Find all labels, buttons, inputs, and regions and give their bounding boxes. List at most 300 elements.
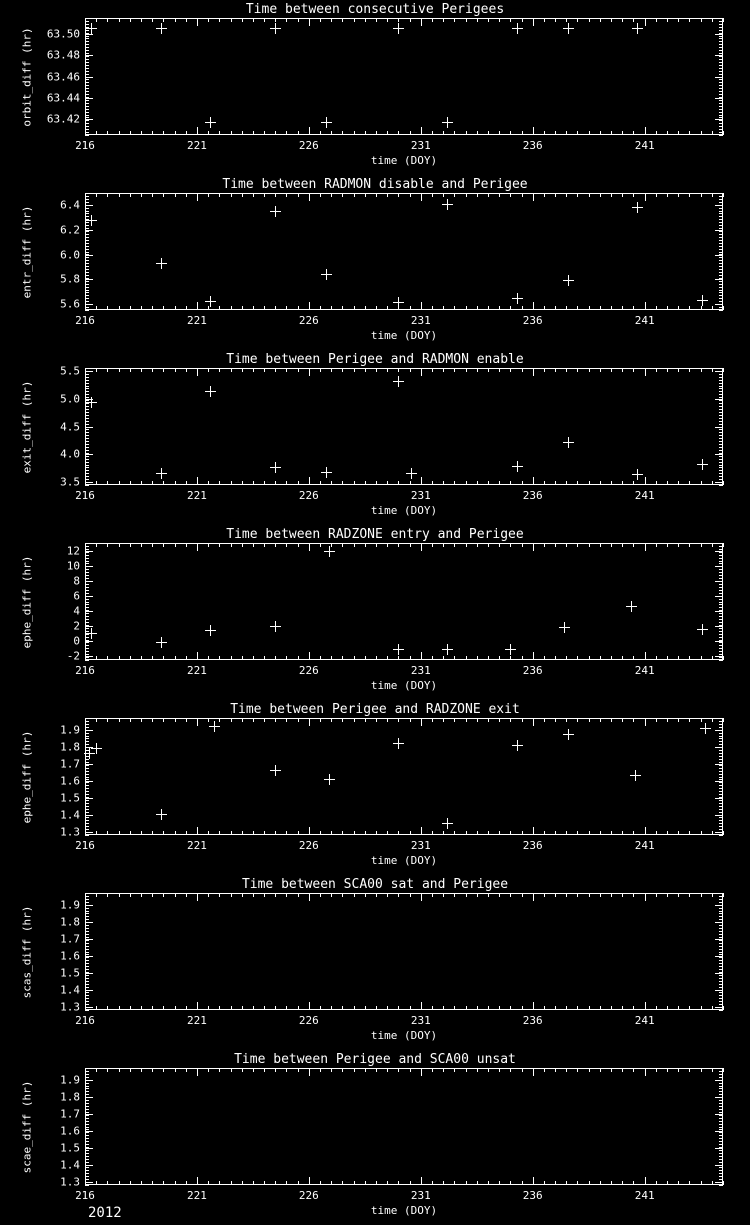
x-minor-tick	[376, 893, 377, 897]
y-minor-tick	[719, 100, 723, 101]
x-tick-label: 221	[186, 314, 207, 327]
x-minor-tick	[119, 1181, 120, 1185]
x-minor-tick	[242, 481, 243, 485]
y-minor-tick	[719, 85, 723, 86]
x-minor-tick	[589, 718, 590, 722]
y-minor-tick	[85, 429, 89, 430]
x-minor-tick	[633, 193, 634, 197]
x-minor-tick	[656, 1068, 657, 1072]
y-minor-tick	[85, 963, 89, 964]
y-minor-tick	[719, 435, 723, 436]
y-minor-tick	[719, 1159, 723, 1160]
y-major-tick	[715, 815, 723, 816]
x-minor-tick	[678, 481, 679, 485]
y-minor-tick	[719, 412, 723, 413]
x-minor-tick	[208, 18, 209, 22]
x-minor-tick	[141, 1181, 142, 1185]
y-major-tick	[85, 304, 93, 305]
x-minor-tick	[410, 1068, 411, 1072]
x-minor-tick	[622, 481, 623, 485]
x-tick-label: 221	[186, 489, 207, 502]
y-minor-tick	[85, 310, 89, 311]
y-minor-tick	[85, 774, 89, 775]
y-major-tick	[85, 1182, 93, 1183]
y-minor-tick	[719, 123, 723, 124]
x-major-tick	[309, 127, 310, 135]
y-minor-tick	[85, 604, 89, 605]
x-major-tick	[309, 368, 310, 376]
x-minor-tick	[667, 893, 668, 897]
x-minor-tick	[365, 131, 366, 135]
x-minor-tick	[499, 18, 500, 22]
x-minor-tick	[365, 1068, 366, 1072]
x-minor-tick	[387, 1006, 388, 1010]
x-minor-tick	[119, 1068, 120, 1072]
x-major-tick	[85, 1177, 86, 1185]
y-minor-tick	[719, 71, 723, 72]
y-minor-tick	[719, 394, 723, 395]
x-tick-label: 226	[298, 1014, 319, 1027]
x-minor-tick	[622, 18, 623, 22]
y-minor-tick	[719, 129, 723, 130]
x-minor-tick	[499, 193, 500, 197]
x-tick-label: 231	[410, 839, 431, 852]
x-minor-tick	[286, 1006, 287, 1010]
y-tick-label: 2	[73, 619, 80, 632]
x-minor-tick	[410, 1181, 411, 1185]
x-minor-tick	[656, 306, 657, 310]
y-major-tick	[715, 427, 723, 428]
x-major-tick	[309, 827, 310, 835]
y-tick-label: 0	[73, 634, 80, 647]
y-minor-tick	[85, 228, 89, 229]
y-minor-tick	[85, 960, 89, 961]
x-minor-tick	[410, 831, 411, 835]
y-minor-tick	[719, 552, 723, 553]
x-tick-label: 241	[634, 1189, 655, 1202]
x-minor-tick	[208, 831, 209, 835]
x-minor-tick	[152, 831, 153, 835]
x-minor-tick	[454, 1068, 455, 1072]
x-minor-tick	[589, 18, 590, 22]
x-minor-tick	[454, 831, 455, 835]
y-minor-tick	[719, 642, 723, 643]
x-minor-tick	[633, 893, 634, 897]
y-minor-tick	[85, 599, 89, 600]
y-minor-tick	[719, 978, 723, 979]
x-minor-tick	[555, 718, 556, 722]
x-tick-label: 221	[186, 139, 207, 152]
y-major-tick	[85, 611, 93, 612]
x-minor-tick	[466, 1006, 467, 1010]
x-minor-tick	[331, 193, 332, 197]
x-minor-tick	[152, 718, 153, 722]
y-minor-tick	[85, 619, 89, 620]
y-minor-tick	[719, 604, 723, 605]
x-minor-tick	[141, 481, 142, 485]
x-minor-tick	[723, 718, 724, 722]
x-minor-tick	[387, 131, 388, 135]
x-minor-tick	[689, 368, 690, 372]
y-minor-tick	[719, 771, 723, 772]
y-minor-tick	[85, 969, 89, 970]
x-minor-tick	[656, 1181, 657, 1185]
x-minor-tick	[712, 18, 713, 22]
y-tick-label: 3.5	[60, 475, 80, 489]
y-minor-tick	[719, 1077, 723, 1078]
y-major-tick	[85, 1131, 93, 1132]
chart-panel	[0, 525, 750, 700]
y-minor-tick	[719, 240, 723, 241]
y-minor-tick	[719, 1115, 723, 1116]
x-minor-tick	[522, 18, 523, 22]
x-minor-tick	[454, 131, 455, 135]
x-minor-tick	[678, 18, 679, 22]
y-minor-tick	[719, 290, 723, 291]
x-major-tick	[197, 127, 198, 135]
x-minor-tick	[443, 831, 444, 835]
y-minor-tick	[719, 246, 723, 247]
y-minor-tick	[719, 447, 723, 448]
x-major-tick	[309, 893, 310, 901]
chart-title: Time between RADZONE entry and Perigee	[226, 527, 524, 542]
y-minor-tick	[85, 952, 89, 953]
y-major-tick	[85, 1097, 93, 1098]
x-minor-tick	[298, 543, 299, 547]
chart-title: Time between SCA00 sat and Perigee	[241, 877, 509, 892]
y-minor-tick	[719, 1121, 723, 1122]
x-minor-tick	[477, 718, 478, 722]
x-minor-tick	[656, 1006, 657, 1010]
x-major-tick	[197, 193, 198, 201]
x-minor-tick	[611, 1068, 612, 1072]
x-minor-tick	[331, 656, 332, 660]
y-minor-tick	[85, 566, 89, 567]
y-major-tick	[715, 973, 723, 974]
y-minor-tick	[85, 485, 89, 486]
y-minor-tick	[719, 566, 723, 567]
x-minor-tick	[130, 656, 131, 660]
x-minor-tick	[186, 893, 187, 897]
y-minor-tick	[85, 216, 89, 217]
y-major-tick	[715, 1114, 723, 1115]
y-tick-label: 1.8	[60, 915, 80, 929]
x-minor-tick	[410, 131, 411, 135]
y-minor-tick	[719, 902, 723, 903]
x-minor-tick	[477, 656, 478, 660]
x-minor-tick	[96, 131, 97, 135]
y-minor-tick	[719, 106, 723, 107]
x-minor-tick	[410, 1006, 411, 1010]
x-minor-tick	[175, 481, 176, 485]
x-minor-tick	[600, 18, 601, 22]
x-minor-tick	[275, 18, 276, 22]
y-major-tick	[85, 581, 93, 582]
x-minor-tick	[443, 1181, 444, 1185]
x-minor-tick	[141, 368, 142, 372]
x-minor-tick	[410, 368, 411, 372]
y-major-tick	[85, 55, 93, 56]
x-minor-tick	[186, 718, 187, 722]
x-major-tick	[421, 1002, 422, 1010]
y-minor-tick	[719, 41, 723, 42]
x-minor-tick	[499, 1181, 500, 1185]
x-minor-tick	[231, 1068, 232, 1072]
x-minor-tick	[264, 656, 265, 660]
x-minor-tick	[499, 893, 500, 897]
x-minor-tick	[253, 656, 254, 660]
x-minor-tick	[410, 18, 411, 22]
x-minor-tick	[712, 1006, 713, 1010]
x-minor-tick	[219, 656, 220, 660]
y-minor-tick	[719, 911, 723, 912]
x-minor-tick	[119, 131, 120, 135]
x-minor-tick	[298, 1181, 299, 1185]
y-minor-tick	[85, 1077, 89, 1078]
x-tick-label: 221	[186, 1189, 207, 1202]
x-minor-tick	[477, 543, 478, 547]
y-major-tick	[85, 730, 93, 731]
x-tick-label: 216	[75, 314, 95, 327]
y-minor-tick	[719, 59, 723, 60]
y-minor-tick	[85, 613, 89, 614]
y-minor-tick	[719, 295, 723, 296]
x-minor-tick	[242, 1181, 243, 1185]
x-minor-tick	[253, 1006, 254, 1010]
x-minor-tick	[387, 481, 388, 485]
x-minor-tick	[320, 893, 321, 897]
y-major-tick	[715, 566, 723, 567]
x-minor-tick	[633, 1068, 634, 1072]
y-minor-tick	[85, 806, 89, 807]
x-minor-tick	[298, 18, 299, 22]
y-tick-label: 1.6	[60, 949, 80, 963]
y-minor-tick	[719, 272, 723, 273]
x-minor-tick	[242, 368, 243, 372]
y-minor-tick	[719, 1153, 723, 1154]
y-minor-tick	[85, 74, 89, 75]
y-minor-tick	[85, 456, 89, 457]
x-major-tick	[309, 302, 310, 310]
y-minor-tick	[85, 1173, 89, 1174]
y-minor-tick	[85, 50, 89, 51]
x-minor-tick	[342, 306, 343, 310]
x-minor-tick	[331, 368, 332, 372]
x-minor-tick	[566, 718, 567, 722]
y-axis-label: scas_diff (hr)	[20, 905, 34, 998]
x-minor-tick	[152, 893, 153, 897]
x-minor-tick	[723, 1006, 724, 1010]
y-minor-tick	[719, 403, 723, 404]
x-minor-tick	[96, 481, 97, 485]
y-minor-tick	[85, 616, 89, 617]
x-minor-tick	[544, 656, 545, 660]
y-axis-label: ephe_diff (hr)	[20, 555, 34, 648]
y-minor-tick	[85, 272, 89, 273]
y-minor-tick	[85, 85, 89, 86]
x-minor-tick	[443, 656, 444, 660]
x-major-tick	[309, 718, 310, 726]
x-major-tick	[533, 368, 534, 376]
x-minor-tick	[96, 368, 97, 372]
y-tick-label: 5.6	[60, 297, 80, 311]
x-minor-tick	[398, 1068, 399, 1072]
x-minor-tick	[286, 368, 287, 372]
x-minor-tick	[96, 1006, 97, 1010]
x-minor-tick	[298, 481, 299, 485]
y-minor-tick	[85, 208, 89, 209]
x-minor-tick	[622, 831, 623, 835]
x-major-tick	[85, 827, 86, 835]
x-minor-tick	[667, 656, 668, 660]
x-minor-tick	[376, 1006, 377, 1010]
y-minor-tick	[85, 1109, 89, 1110]
x-minor-tick	[622, 193, 623, 197]
x-minor-tick	[432, 193, 433, 197]
y-minor-tick	[719, 263, 723, 264]
y-major-tick	[715, 1165, 723, 1166]
y-minor-tick	[719, 741, 723, 742]
x-minor-tick	[376, 193, 377, 197]
x-minor-tick	[667, 1006, 668, 1010]
x-minor-tick	[499, 368, 500, 372]
y-minor-tick	[85, 65, 89, 66]
y-minor-tick	[85, 406, 89, 407]
y-minor-tick	[85, 1100, 89, 1101]
x-minor-tick	[466, 1068, 467, 1072]
y-minor-tick	[85, 563, 89, 564]
x-minor-tick	[354, 306, 355, 310]
x-minor-tick	[678, 306, 679, 310]
x-minor-tick	[231, 1181, 232, 1185]
x-minor-tick	[667, 1181, 668, 1185]
plot-area	[20, 893, 723, 1042]
x-minor-tick	[242, 1068, 243, 1072]
x-minor-tick	[365, 831, 366, 835]
x-minor-tick	[499, 1068, 500, 1072]
y-minor-tick	[719, 823, 723, 824]
x-minor-tick	[320, 831, 321, 835]
y-minor-tick	[719, 981, 723, 982]
x-minor-tick	[522, 656, 523, 660]
y-minor-tick	[719, 975, 723, 976]
y-major-tick	[85, 747, 93, 748]
x-minor-tick	[298, 1068, 299, 1072]
x-minor-tick	[667, 131, 668, 135]
x-minor-tick	[712, 131, 713, 135]
x-minor-tick	[454, 18, 455, 22]
x-minor-tick	[555, 131, 556, 135]
y-tick-label: 1.3	[60, 1000, 80, 1014]
y-tick-label: 1.4	[60, 808, 80, 822]
y-minor-tick	[85, 53, 89, 54]
x-minor-tick	[633, 306, 634, 310]
x-minor-tick	[152, 131, 153, 135]
x-minor-tick	[231, 481, 232, 485]
y-minor-tick	[719, 465, 723, 466]
y-minor-tick	[85, 82, 89, 83]
y-minor-tick	[85, 243, 89, 244]
y-minor-tick	[85, 593, 89, 594]
x-minor-tick	[264, 1068, 265, 1072]
x-minor-tick	[712, 543, 713, 547]
x-minor-tick	[231, 831, 232, 835]
x-major-tick	[533, 718, 534, 726]
x-minor-tick	[376, 481, 377, 485]
x-minor-tick	[331, 543, 332, 547]
x-minor-tick	[701, 131, 702, 135]
x-minor-tick	[589, 831, 590, 835]
y-minor-tick	[85, 782, 89, 783]
x-minor-tick	[275, 1068, 276, 1072]
y-minor-tick	[719, 36, 723, 37]
x-minor-tick	[656, 543, 657, 547]
x-minor-tick	[443, 368, 444, 372]
x-minor-tick	[253, 481, 254, 485]
y-minor-tick	[719, 952, 723, 953]
y-major-tick	[715, 626, 723, 627]
y-minor-tick	[85, 465, 89, 466]
x-minor-tick	[488, 368, 489, 372]
y-minor-tick	[719, 736, 723, 737]
x-minor-tick	[253, 543, 254, 547]
y-major-tick	[85, 922, 93, 923]
x-minor-tick	[544, 543, 545, 547]
x-minor-tick	[186, 831, 187, 835]
y-major-tick	[85, 641, 93, 642]
x-minor-tick	[454, 481, 455, 485]
y-minor-tick	[719, 919, 723, 920]
x-minor-tick	[107, 18, 108, 22]
x-minor-tick	[577, 481, 578, 485]
x-minor-tick	[186, 306, 187, 310]
y-major-tick	[85, 1114, 93, 1115]
x-minor-tick	[555, 1068, 556, 1072]
y-minor-tick	[85, 106, 89, 107]
x-minor-tick	[186, 656, 187, 660]
y-tick-label: 4	[73, 604, 80, 617]
x-tick-label: 236	[522, 839, 543, 852]
y-minor-tick	[85, 966, 89, 967]
x-minor-tick	[488, 18, 489, 22]
x-minor-tick	[264, 1181, 265, 1185]
y-minor-tick	[719, 1185, 723, 1186]
x-minor-tick	[354, 18, 355, 22]
x-minor-tick	[186, 193, 187, 197]
y-minor-tick	[85, 79, 89, 80]
x-major-tick	[197, 477, 198, 485]
y-tick-label: 1.7	[60, 757, 80, 771]
y-minor-tick	[85, 292, 89, 293]
y-minor-tick	[85, 631, 89, 632]
x-minor-tick	[633, 18, 634, 22]
x-axis-label: time (DOY)	[370, 854, 438, 867]
x-minor-tick	[510, 1006, 511, 1010]
y-minor-tick	[719, 386, 723, 387]
y-minor-tick	[719, 301, 723, 302]
x-minor-tick	[398, 131, 399, 135]
y-minor-tick	[719, 1173, 723, 1174]
x-minor-tick	[410, 718, 411, 722]
x-tick-label: 236	[522, 139, 543, 152]
y-minor-tick	[719, 228, 723, 229]
y-minor-tick	[85, 984, 89, 985]
x-minor-tick	[163, 18, 164, 22]
x-minor-tick	[678, 193, 679, 197]
y-minor-tick	[719, 1138, 723, 1139]
y-tick-label: 5.8	[60, 272, 80, 286]
y-minor-tick	[719, 1135, 723, 1136]
